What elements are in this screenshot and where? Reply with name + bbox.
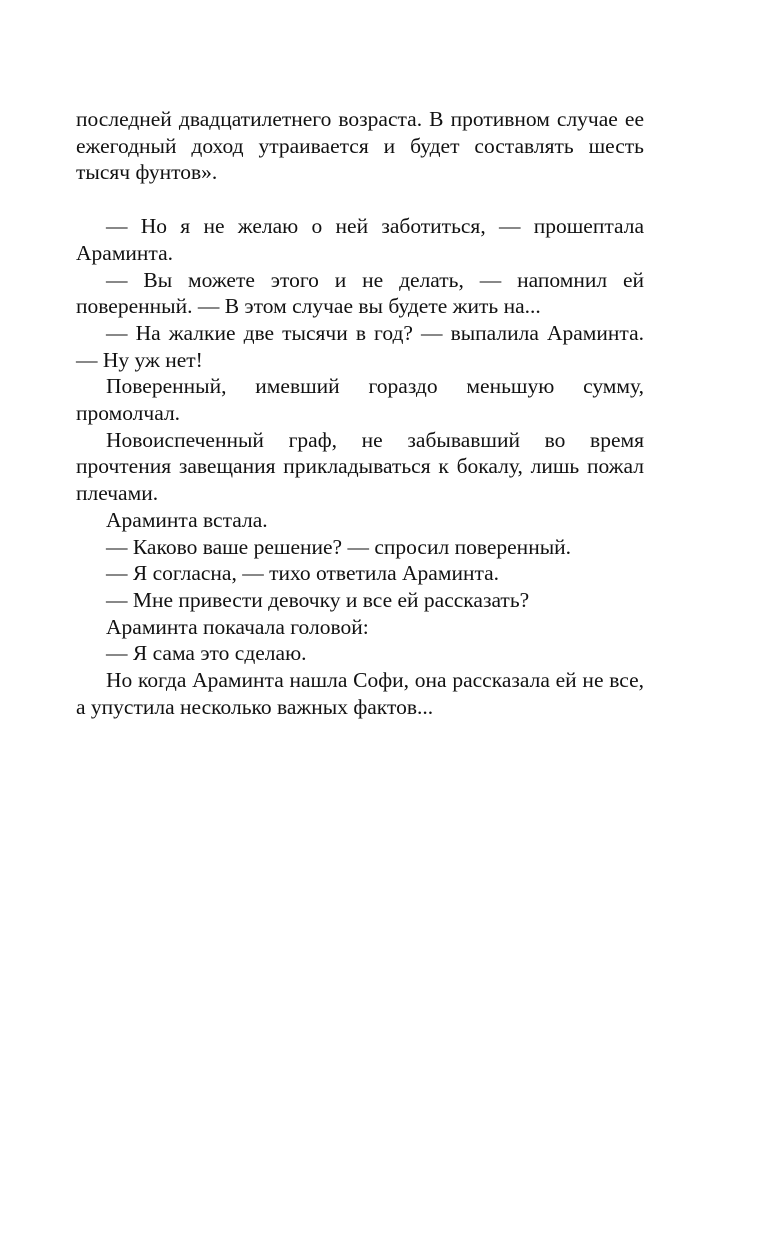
- paragraph-closing: Но когда Араминта нашла Софи, она рассказала ей не все, а упустила несколько важных фактов...: [76, 668, 644, 719]
- dialogue-line: — Но я не желаю о ней заботиться, — прошептала Араминта.: [76, 214, 644, 265]
- dialogue-line: — Я согласна, — тихо ответила Араминта.: [106, 561, 500, 586]
- dialogue-line: — Мне привести девочку и все ей рассказать?: [106, 587, 530, 612]
- paragraph-spacer: [76, 186, 644, 213]
- dialogue-line: — Вы можете этого и не делать, — напомнил ей поверенный. — В этом случае вы будете жить на...: [76, 267, 644, 319]
- dialogue-line: — На жалкие две тысячи в год? — выпалила Араминта. — Ну уж нет!: [76, 320, 644, 372]
- book-page-text: [76, 106, 644, 720]
- dialogue-line: — Каково ваше решение? — спросил поверенный.: [106, 534, 572, 559]
- paragraph: Поверенный, имевший гораздо меньшую сумму, промолчал.: [76, 374, 644, 426]
- paragraph: Новоиспеченный граф, не забывавший во время прочтения завещания прикладываться к бокалу, лишь пожал плечами.: [76, 427, 644, 506]
- dialogue-line: — Я сама это сделаю.: [106, 641, 307, 666]
- paragraph: Араминта встала.: [106, 507, 268, 532]
- paragraph: Араминта покачала головой:: [106, 614, 369, 639]
- paragraph-letter-ending: последней двадцатилетнего возраста. В противном случае ее ежегодный доход утраивается и будет составлять шесть тысяч фунтов».: [76, 107, 644, 185]
